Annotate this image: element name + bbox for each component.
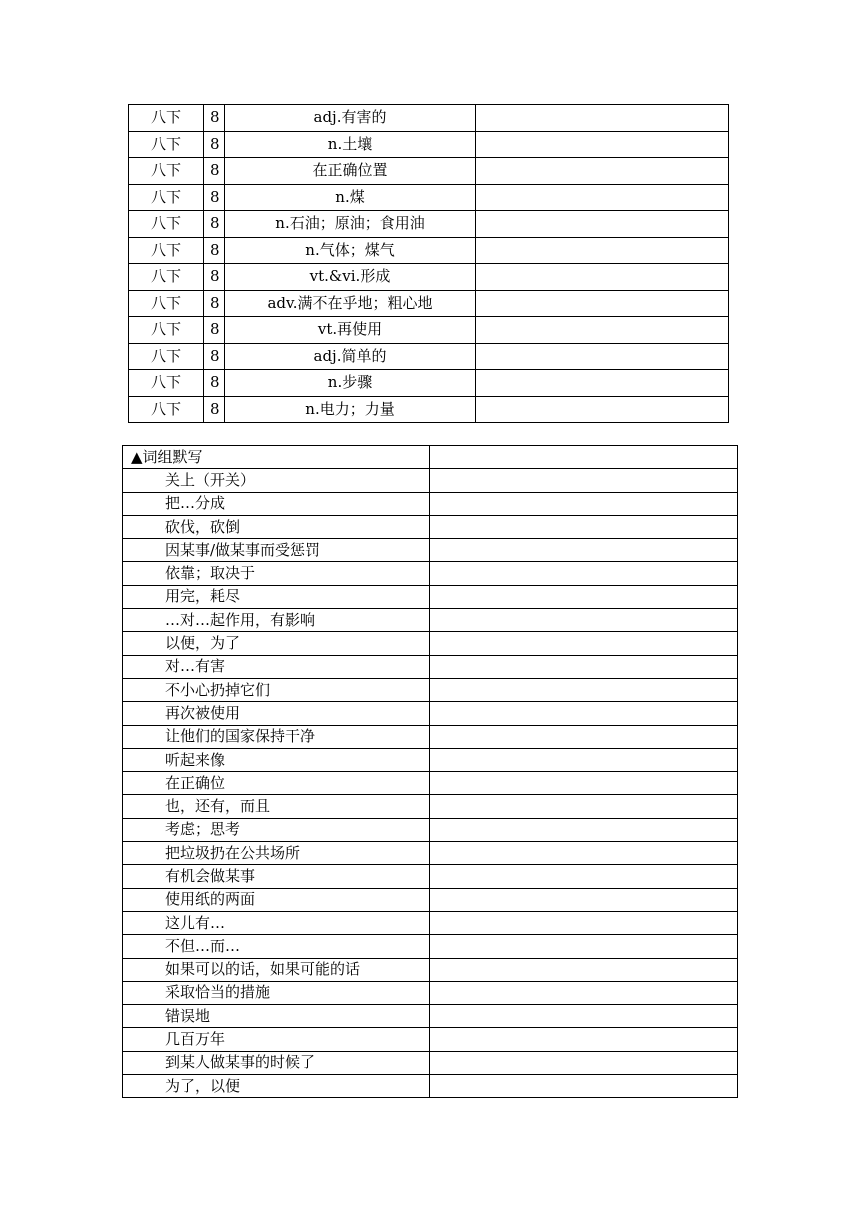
phrase-row (123, 1028, 738, 1051)
answer-blank (476, 396, 729, 423)
phrase-meaning-cell: 采取恰当的措施 (123, 981, 430, 1004)
grade-cell: 八下 (129, 396, 204, 423)
phrase-meaning-cell: 使用纸的两面 (123, 888, 430, 911)
grade-cell: 八下 (129, 290, 204, 317)
phrase-row (123, 1005, 738, 1028)
vocab-row (129, 237, 729, 264)
meaning-cell: vt.&vi.形成 (225, 264, 476, 291)
grade-cell: 八下 (129, 264, 204, 291)
answer-blank (430, 911, 738, 934)
phrase-row (123, 1051, 738, 1074)
phrase-row (123, 865, 738, 888)
answer-blank (430, 469, 738, 492)
phrase-meaning-cell: 把…分成 (123, 492, 430, 515)
phrase-row (123, 1075, 738, 1098)
unit-cell: 8 (204, 105, 225, 132)
phrase-meaning-cell: 在正确位 (123, 772, 430, 795)
meaning-cell: n.土壤 (225, 131, 476, 158)
meaning-cell: n.步骤 (225, 370, 476, 397)
answer-blank (476, 317, 729, 344)
phrase-meaning-cell: 到某人做某事的时候了 (123, 1051, 430, 1074)
vocab-row (129, 396, 729, 423)
answer-blank (476, 184, 729, 211)
phrase-meaning-cell: 如果可以的话，如果可能的话 (123, 958, 430, 981)
phrase-row (123, 655, 738, 678)
unit-cell: 8 (204, 264, 225, 291)
phrase-meaning-cell: 砍伐，砍倒 (123, 515, 430, 538)
phrase-meaning-cell: 几百万年 (123, 1028, 430, 1051)
answer-blank (430, 632, 738, 655)
unit-cell: 8 (204, 290, 225, 317)
answer-blank (476, 343, 729, 370)
answer-blank (430, 702, 738, 725)
phrase-meaning-cell: 依靠；取决于 (123, 562, 430, 585)
unit-cell: 8 (204, 184, 225, 211)
answer-blank (430, 515, 738, 538)
phrase-meaning-cell: …对…起作用，有影响 (123, 609, 430, 632)
phrase-section-title: ▲词组默写 (123, 446, 430, 469)
unit-cell: 8 (204, 317, 225, 344)
phrase-row (123, 632, 738, 655)
phrase-meaning-cell: 用完，耗尽 (123, 585, 430, 608)
answer-blank (430, 865, 738, 888)
phrase-row (123, 492, 738, 515)
answer-blank (430, 795, 738, 818)
answer-blank (430, 748, 738, 771)
phrase-meaning-cell: 有机会做某事 (123, 865, 430, 888)
answer-blank (430, 981, 738, 1004)
meaning-cell: adj.有害的 (225, 105, 476, 132)
answer-blank (430, 888, 738, 911)
answer-blank (476, 370, 729, 397)
answer-blank (430, 1028, 738, 1051)
vocab-row (129, 290, 729, 317)
vocab-row (129, 343, 729, 370)
unit-cell: 8 (204, 211, 225, 238)
answer-blank (430, 772, 738, 795)
answer-blank (476, 237, 729, 264)
phrase-row (123, 725, 738, 748)
phrase-row (123, 772, 738, 795)
phrase-row (123, 935, 738, 958)
answer-blank (476, 211, 729, 238)
answer-blank (430, 1005, 738, 1028)
meaning-cell: n.石油；原油；食用油 (225, 211, 476, 238)
answer-blank (430, 1075, 738, 1098)
meaning-cell: n.气体；煤气 (225, 237, 476, 264)
phrase-row (123, 515, 738, 538)
answer-blank (430, 842, 738, 865)
phrase-meaning-cell: 对…有害 (123, 655, 430, 678)
vocab-row (129, 211, 729, 238)
vocab-row (129, 370, 729, 397)
phrase-meaning-cell: 这儿有… (123, 911, 430, 934)
unit-cell: 8 (204, 370, 225, 397)
phrase-row (123, 911, 738, 934)
phrase-row (123, 748, 738, 771)
answer-blank (476, 105, 729, 132)
phrase-meaning-cell: 再次被使用 (123, 702, 430, 725)
phrase-row (123, 562, 738, 585)
phrase-row (123, 585, 738, 608)
phrase-table-body (123, 446, 738, 1098)
phrase-meaning-cell: 为了，以便 (123, 1075, 430, 1098)
grade-cell: 八下 (129, 370, 204, 397)
grade-cell: 八下 (129, 343, 204, 370)
grade-cell: 八下 (129, 211, 204, 238)
vocabulary-table-body (129, 105, 729, 423)
answer-blank (476, 264, 729, 291)
vocab-row (129, 158, 729, 185)
grade-cell: 八下 (129, 237, 204, 264)
meaning-cell: n.煤 (225, 184, 476, 211)
vocab-row (129, 264, 729, 291)
phrase-meaning-cell: 把垃圾扔在公共场所 (123, 842, 430, 865)
grade-cell: 八下 (129, 317, 204, 344)
phrase-meaning-cell: 不小心扔掉它们 (123, 678, 430, 701)
unit-cell: 8 (204, 237, 225, 264)
answer-blank (430, 1051, 738, 1074)
unit-cell: 8 (204, 396, 225, 423)
phrase-meaning-cell: 也，还有，而且 (123, 795, 430, 818)
answer-blank (430, 725, 738, 748)
phrase-row (123, 818, 738, 841)
grade-cell: 八下 (129, 184, 204, 211)
meaning-cell: vt.再使用 (225, 317, 476, 344)
answer-blank (430, 818, 738, 841)
grade-cell: 八下 (129, 105, 204, 132)
phrase-row (123, 539, 738, 562)
phrase-meaning-cell: 考虑；思考 (123, 818, 430, 841)
answer-blank (430, 609, 738, 632)
unit-cell: 8 (204, 158, 225, 185)
answer-blank (430, 562, 738, 585)
meaning-cell: n.电力；力量 (225, 396, 476, 423)
phrase-dictation-table (122, 445, 738, 1098)
phrase-meaning-cell: 因某事/做某事而受惩罚 (123, 539, 430, 562)
meaning-cell: adv.满不在乎地；粗心地 (225, 290, 476, 317)
answer-blank (476, 290, 729, 317)
answer-blank (476, 158, 729, 185)
answer-blank (430, 446, 738, 469)
unit-cell: 8 (204, 131, 225, 158)
answer-blank (430, 678, 738, 701)
answer-blank (430, 935, 738, 958)
phrase-meaning-cell: 听起来像 (123, 748, 430, 771)
grade-cell: 八下 (129, 158, 204, 185)
phrase-row (123, 469, 738, 492)
phrase-meaning-cell: 错误地 (123, 1005, 430, 1028)
answer-blank (476, 131, 729, 158)
phrase-meaning-cell: 以便，为了 (123, 632, 430, 655)
phrase-meaning-cell: 让他们的国家保持干净 (123, 725, 430, 748)
vocab-row (129, 317, 729, 344)
vocab-row (129, 131, 729, 158)
phrase-row (123, 888, 738, 911)
phrase-meaning-cell: 关上（开关） (123, 469, 430, 492)
phrase-row (123, 795, 738, 818)
grade-cell: 八下 (129, 131, 204, 158)
phrase-row (123, 958, 738, 981)
answer-blank (430, 655, 738, 678)
answer-blank (430, 958, 738, 981)
vocabulary-table (128, 104, 729, 423)
phrase-row (123, 609, 738, 632)
unit-cell: 8 (204, 343, 225, 370)
meaning-cell: adj.简单的 (225, 343, 476, 370)
phrase-row (123, 678, 738, 701)
answer-blank (430, 539, 738, 562)
phrase-meaning-cell: 不但…而… (123, 935, 430, 958)
phrase-row (123, 702, 738, 725)
phrase-header-row (123, 446, 738, 469)
phrase-row (123, 842, 738, 865)
vocab-row (129, 184, 729, 211)
meaning-cell: 在正确位置 (225, 158, 476, 185)
vocab-row (129, 105, 729, 132)
phrase-row (123, 981, 738, 1004)
answer-blank (430, 492, 738, 515)
answer-blank (430, 585, 738, 608)
